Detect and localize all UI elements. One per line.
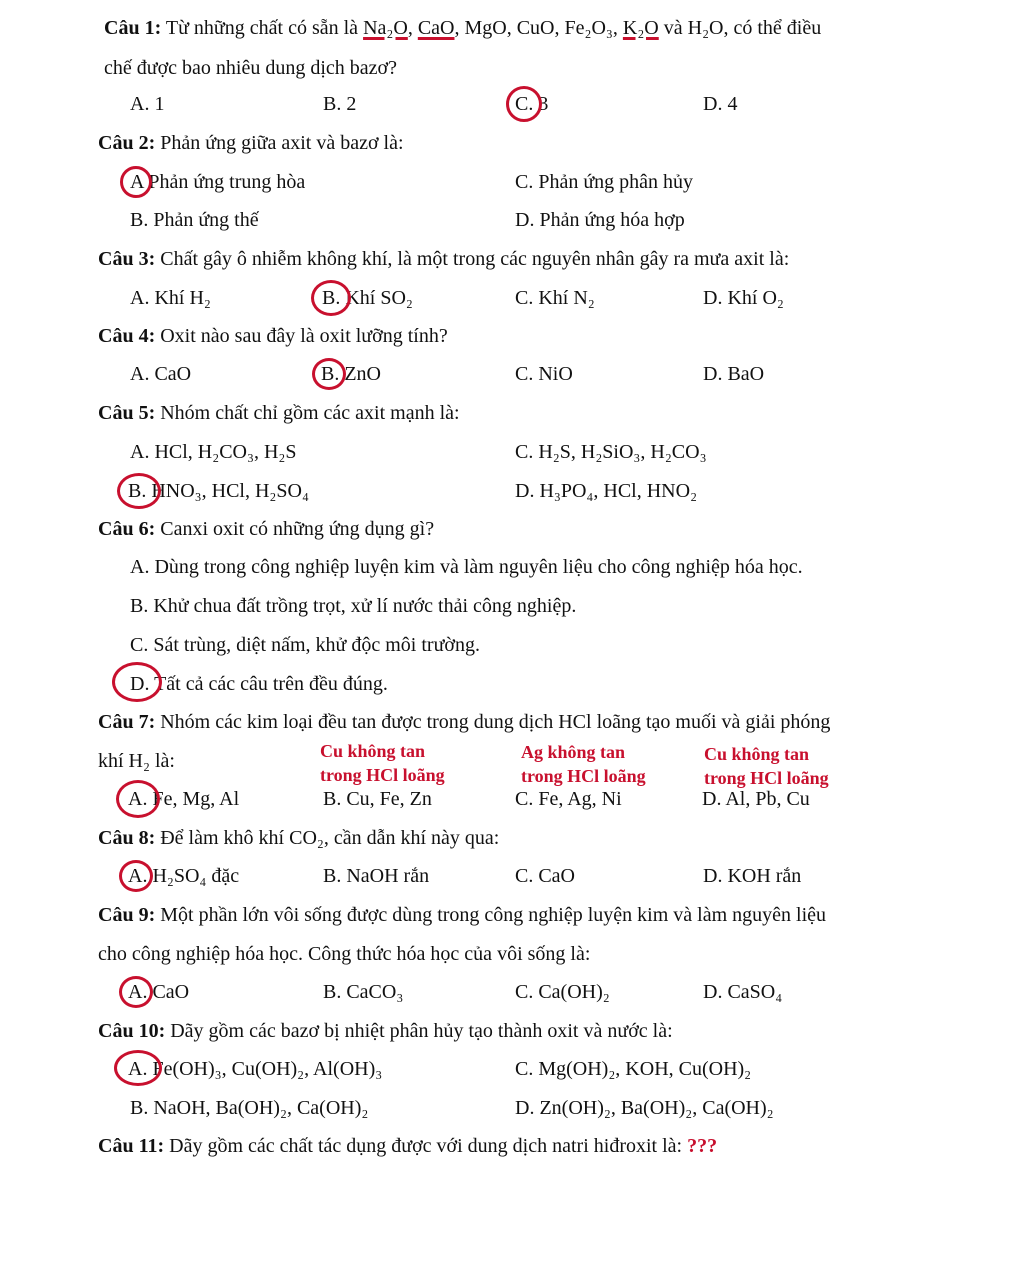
answer-circle-q9 [119,976,153,1008]
q3-label: Câu 3: [98,248,156,270]
q10-option-c: C. Mg(OH)₂, KOH, Cu(OH)₂ [515,1058,752,1080]
q1-option-c: C. 3 [515,93,549,115]
q2-text: Phản ứng giữa axit và bazơ là: [160,132,404,154]
q1-text-a: Từ những chất có sẵn là [165,17,359,39]
q8-option-d: D. KOH rắn [703,865,802,887]
q3-option-a: A. Khí H₂ [130,287,211,309]
answer-circle-q4 [312,358,346,390]
q1-others: MgO, CuO, Fe₂O₃, [464,17,618,39]
q9-option-a: A. CaO [128,981,190,1003]
q9-option-c: C. Ca(OH)₂ [515,981,610,1003]
q7-option-c: C. Fe, Ag, Ni [515,788,622,810]
q7-note-d-line1: Cu không tan [704,744,810,764]
q9-option-b: B. CaCO₃ [323,981,404,1003]
q7-note-d-line2: trong HCl loãng [704,768,829,788]
q7-note-b-line1: Cu không tan [320,741,426,761]
q1-na2o: Na₂O [363,17,408,39]
q1-k2o: K₂O [622,17,659,39]
q3-question [98,247,789,271]
q11-label: Câu 11: [98,1135,165,1157]
q4-text: Oxit nào sau đây là oxit lưỡng tính? [160,325,448,347]
q8-option-b: B. NaOH rắn [323,865,430,887]
q7-note-b-line2: trong HCl loãng [320,765,445,785]
answer-circle-q10 [114,1050,162,1086]
q6-option-a: A. Dùng trong công nghiệp luyện kim và làm nguyên liệu cho công nghiệp hóa học. [130,556,803,578]
q1-line1: Câu 1: Từ những chất có sẵn là Na₂O, CaO, MgO, CuO, Fe₂O₃, K₂O và H₂O, có thể điều [104,17,822,39]
q7-note-c-line1: Ag không tan [521,742,626,762]
q3-text: Chất gây ô nhiễm không khí, là một trong các nguyên nhân gây ra mưa axit là: [160,248,790,270]
q10-label: Câu 10: [98,1020,166,1042]
q10-option-b: B. NaOH, Ba(OH)₂, Ca(OH)₂ [130,1097,369,1119]
q3-option-d: D. Khí O₂ [703,287,784,309]
q5-text: Nhóm chất chỉ gồm các axit mạnh là: [160,402,460,424]
answer-circle-q3 [311,280,351,316]
q2-option-d: D. Phản ứng hóa hợp [515,209,685,231]
q5-question [98,401,460,425]
q4-option-d: D. BaO [703,363,765,385]
q2-option-a: A Phản ứng trung hòa [130,171,306,193]
q10-option-d: D. Zn(OH)₂, Ba(OH)₂, Ca(OH)₂ [515,1097,774,1119]
answer-circle-q8 [119,860,153,892]
q4-option-a: A. CaO [130,363,192,385]
q9-option-d: D. CaSO₄ [703,981,783,1003]
q2-option-b: B. Phản ứng thế [130,209,259,231]
q9-question [98,903,826,927]
q10-question [98,1019,673,1043]
q5-option-c: C. H₂S, H₂SiO₃, H₂CO₃ [515,441,707,463]
q6-label: Câu 6: [98,518,156,540]
q7-option-d: D. Al, Pb, Cu [702,788,810,810]
q2-question [98,131,404,155]
q9-line2: cho công nghiệp hóa học. Công thức hóa học của vôi sống là: [98,943,591,965]
q4-question [98,324,448,348]
q4-label: Câu 4: [98,325,156,347]
q7-label: Câu 7: [98,711,156,733]
q5-option-b: B. HNO₃, HCl, H₂SO₄ [128,480,309,502]
q10-option-a: A. Fe(OH)₃, Cu(OH)₂, Al(OH)₃ [128,1058,383,1080]
q4-option-c: C. NiO [515,363,573,385]
q11-text: Dãy gồm các chất tác dụng được với dung dịch natri hiđroxit là: [169,1135,683,1157]
q1-option-b: B. 2 [323,93,357,115]
q1-cao: CaO [417,17,455,39]
answer-circle-q2 [120,166,152,198]
q3-option-c: C. Khí N₂ [515,287,595,309]
q9-text: Một phần lớn vôi sống được dùng trong công nghiệp luyện kim và làm nguyên liệu [160,904,827,926]
q8-label: Câu 8: [98,827,156,849]
answer-circle-q7 [116,780,160,818]
q6-option-c: C. Sát trùng, diệt nấm, khử độc môi trường. [130,634,480,656]
q8-question [98,826,499,850]
q7-text: Nhóm các kim loại đều tan được trong dung dịch HCl loãng tạo muối và giải phóng [160,711,831,733]
q1-option-a: A. 1 [130,93,165,115]
q4-option-b: B. ZnO [321,363,381,385]
q10-text: Dãy gồm các bazơ bị nhiệt phân hủy tạo thành oxit và nước là: [170,1020,673,1042]
q11-unknown: ??? [687,1135,718,1157]
q7-option-a: A. Fe, Mg, Al [128,788,240,810]
answer-circle-q6 [112,662,162,702]
answer-circle-q5 [117,473,161,509]
answer-circle-q1 [506,86,542,122]
q1-text-b: và H₂O, có thể điều [663,17,822,39]
q5-option-d: D. H₃PO₄, HCl, HNO₂ [515,480,698,502]
q1-line2: chế được bao nhiêu dung dịch bazơ? [104,57,397,79]
q8-option-c: C. CaO [515,865,575,887]
q5-label: Câu 5: [98,402,156,424]
q11-question [98,1134,717,1158]
q7-option-b: B. Cu, Fe, Zn [323,788,432,810]
q2-label: Câu 2: [98,132,156,154]
q8-option-a: A. H₂SO₄ đặc [128,865,240,887]
q1-option-d: D. 4 [703,93,738,115]
q7-line2: khí H₂ là: [98,750,175,772]
q7-question [98,710,830,734]
q6-question [98,517,434,541]
q6-option-b: B. Khử chua đất trồng trọt, xử lí nước thải công nghiệp. [130,595,577,617]
q2-option-c: C. Phản ứng phân hủy [515,171,694,193]
q6-option-d: D. Tất cả các câu trên đều đúng. [130,673,388,695]
q9-label: Câu 9: [98,904,156,926]
q8-text: Để làm khô khí CO₂, cần dẫn khí này qua: [160,827,500,849]
q5-option-a: A. HCl, H₂CO₃, H₂S [130,441,297,463]
q7-note-c-line2: trong HCl loãng [521,766,646,786]
q6-text: Canxi oxit có những ứng dụng gì? [160,518,435,540]
q3-option-b: B. Khí SO₂ [322,287,413,309]
q1-label: Câu 1: [104,17,162,39]
